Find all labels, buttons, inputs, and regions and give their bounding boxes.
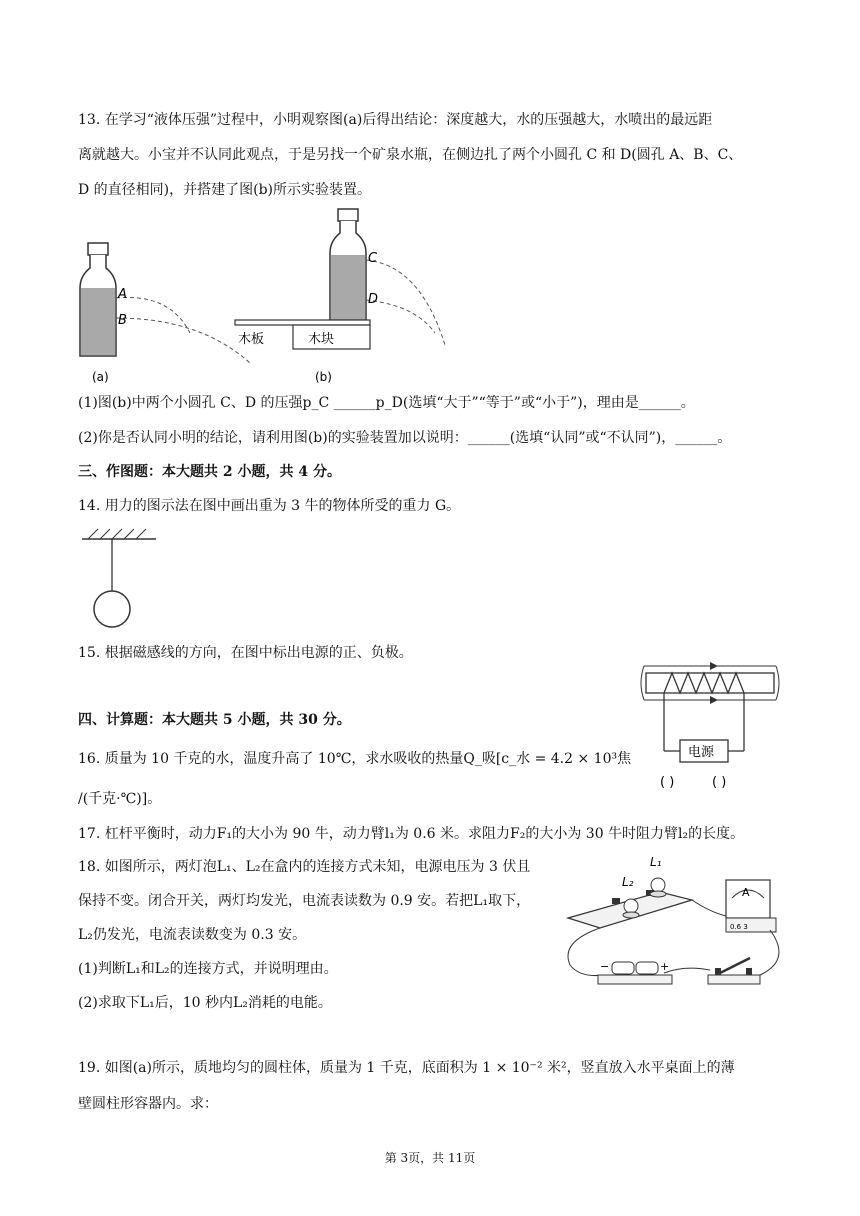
hanging-ball-figure (80, 525, 160, 635)
q18-line3: L₂仍发光，电流表读数变为 0.3 安。 (78, 927, 307, 943)
ammeter-scale: 0.6 3 (730, 923, 748, 931)
q18-sub2: (2)求取下L₁后，10 秒内L₂消耗的电能。 (78, 995, 332, 1011)
q15-text: 15. 根据磁感线的方向，在图中标出电源的正、负极。 (78, 645, 413, 661)
label-d: D (368, 292, 379, 307)
power-source-label: 电源 (688, 745, 715, 760)
circuit-figure (560, 850, 792, 1000)
battery-minus-label: − (600, 960, 610, 973)
q13-sub1: (1)图(b)中两个小圆孔 C、D 的压强p_C ______p_D(选填“大于”“等于”或“小于”)，理由是______。 (78, 395, 695, 411)
q19-line1: 19. 如图(a)所示，质地均匀的圆柱体，质量为 1 千克，底面积为 1 × 10⁻² 米²，竖直放入水平桌面上的薄 (78, 1060, 735, 1076)
lamp-l2-label: L₂ (622, 875, 634, 889)
q13-sub2: (2)你是否认同小明的结论，请利用图(b)的实验装置加以说明：______(选填“认同”或“不认同”)，______。 (78, 430, 732, 446)
q14-text: 14. 用力的图示法在图中画出重为 3 牛的物体所受的重力 G。 (78, 498, 461, 514)
q17-text: 17. 杠杆平衡时，动力F₁的大小为 90 牛，动力臂l₁为 0.6 米。求阻力F₂的大小为 30 牛时阻力臂l₂的长度。 (78, 826, 745, 842)
ammeter-label: A (742, 886, 750, 899)
q16-line2: /(千克·℃)]。 (78, 791, 162, 807)
q19-line2: 壁圆柱形容器内。求： (78, 1096, 218, 1112)
power-right-bracket: ( ) (712, 775, 727, 790)
q13-line2: 离就越大。小宝并不认同此观点，于是另找一个矿泉水瓶，在侧边扎了两个小圆孔 C 和 D(圆孔 A、B、C、 (78, 147, 743, 163)
section-3-heading: 三、作图题：本大题共 2 小题，共 4 分。 (78, 464, 341, 480)
q18-line1: 18. 如图所示，两灯泡L₁、L₂在盒内的连接方式未知，电源电压为 3 伏且 (78, 859, 531, 875)
q13-line1: 13. 在学习“液体压强”过程中，小明观察图(a)后得出结论：深度越大，水的压强越大，水喷出的最远距 (78, 112, 713, 128)
power-left-bracket: ( ) (660, 775, 675, 790)
label-b: B (118, 313, 127, 328)
battery-plus-label: + (660, 960, 670, 973)
solenoid-figure (636, 648, 796, 796)
q18-sub1: (1)判断L₁和L₂的连接方式，并说明理由。 (78, 961, 338, 977)
board-label: 木板 (238, 332, 265, 347)
q18-line2: 保持不变。闭合开关，两灯均发光，电流表读数为 0.9 安。若把L₁取下， (78, 893, 531, 909)
q13-line3: D 的直径相同)，并搭建了图(b)所示实验装置。 (78, 182, 372, 198)
block-label: 木块 (308, 332, 335, 347)
section-4-heading: 四、计算题：本大题共 5 小题，共 30 分。 (78, 712, 351, 728)
label-a: A (118, 287, 127, 302)
q16-line1: 16. 质量为 10 千克的水，温度升高了 10℃，求水吸收的热量Q_吸[c_水 = 4.2 × 10³焦 (78, 751, 632, 767)
caption-a: (a) (92, 370, 109, 384)
figure-b-apparatus (230, 205, 460, 390)
lamp-l1-label: L₁ (650, 855, 662, 869)
caption-b: (b) (315, 370, 332, 384)
label-c: C (368, 251, 378, 266)
page-footer: 第 3页，共 11页 (384, 1151, 476, 1165)
